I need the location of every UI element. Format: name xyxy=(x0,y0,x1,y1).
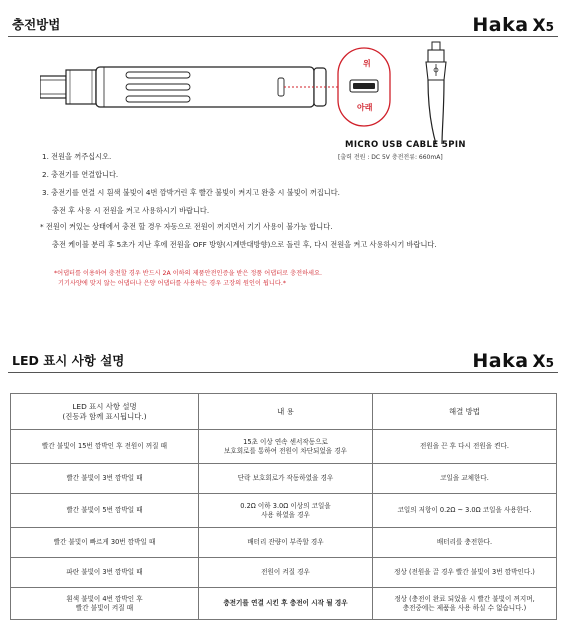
content-cell: 전원이 켜질 경우 xyxy=(199,558,373,588)
table-row xyxy=(11,528,557,558)
adapter-warning: *어댑터를 이용하여 충전할 경우 반드시 2A 이하의 제품안전인증을 받은 정품 어댑터로 충전하세요. xyxy=(54,270,322,277)
table-row xyxy=(11,588,557,620)
port-top-label: 위 xyxy=(363,59,371,68)
device-diagram xyxy=(40,40,560,145)
table-header-row xyxy=(11,394,557,430)
content-cell: 단락 보호회로가 작동하였을 경우 xyxy=(199,464,373,494)
led-status-cell: 빨간 불빛이 15번 깜박인 후 전원이 꺼질 때 xyxy=(11,430,199,464)
solution-cell: 전원을 끈 후 다시 전원을 켠다. xyxy=(373,430,557,464)
content-cell: 0.2Ω 이하 3.0Ω 이상의 코일을 사용 하였을 경우 xyxy=(199,494,373,528)
usb-cable-label: MICRO USB CABLE 5PIN xyxy=(345,140,466,150)
led-status-cell: 빨간 불빛이 3번 깜박일 때 xyxy=(11,464,199,494)
led-table xyxy=(10,393,557,620)
step-line: 2. 충전기를 연결합니다. xyxy=(42,170,119,179)
usb-cable-spec: [출력 전원 : DC 5V 충전전류: 660mA] xyxy=(338,154,443,161)
step-line: 충전 후 사용 시 전원을 켜고 사용하시기 바랍니다. xyxy=(52,206,210,215)
header-led-status: LED 표시 사항 설명 (진동과 함께 표시됩니다.) xyxy=(11,394,199,430)
led-status-cell: 빨간 불빛이 빠르게 30번 깜박일 때 xyxy=(11,528,199,558)
table-row xyxy=(11,494,557,528)
solution-cell: 코일을 교체한다. xyxy=(373,464,557,494)
led-title: LED 표시 사항 설명 xyxy=(12,353,125,368)
led-status-cell: 빨간 불빛이 5번 깜박일 때 xyxy=(11,494,199,528)
led-status-cell: 파란 불빛이 3번 깜박일 때 xyxy=(11,558,199,588)
led-status-cell: 흰색 불빛이 4번 깜박인 후 빨간 불빛이 켜질 때 xyxy=(11,588,199,620)
content-cell: 충전기를 연결 시킨 후 충전이 시작 될 경우 xyxy=(199,588,373,620)
solution-cell: 배터리를 충전한다. xyxy=(373,528,557,558)
content-cell: 배터리 잔량이 부족할 경우 xyxy=(199,528,373,558)
table-row xyxy=(11,464,557,494)
solution-cell: 정상 (전원을 끌 경우 빨간 불빛이 3번 깜박인다.) xyxy=(373,558,557,588)
step-note: * 전원이 켜있는 상태에서 충전 할 경우 자동으로 전원이 꺼지면서 기기 사용이 불가능 합니다. xyxy=(40,222,333,231)
brand-logo: Haka X5 xyxy=(472,14,554,36)
solution-cell: 코일의 저항이 0.2Ω ~ 3.0Ω 코일을 사용한다. xyxy=(373,494,557,528)
step-note: 충전 케이블 분리 후 5초가 지난 후에 전원을 OFF 방향(시계반대방향)으로 돌린 후, 다시 전원을 켜고 사용하시기 바랍니다. xyxy=(52,240,437,249)
usb-cable-plug xyxy=(426,42,446,144)
device-mouthpiece xyxy=(40,70,96,104)
solution-cell: 정상 (충전이 완료 되었을 시 빨간 불빛이 꺼지며, 충전중에는 제품을 사용 하실 수 없습니다.) xyxy=(373,588,557,620)
device-body xyxy=(96,67,326,107)
table-row xyxy=(11,558,557,588)
header-solution: 해결 방법 xyxy=(373,394,557,430)
brand-logo: Haka X5 xyxy=(472,350,554,372)
step-line: 1. 전원을 꺼주십시오. xyxy=(42,152,112,161)
content-cell: 15초 이상 연속 센서작동으로 보호회로를 통하여 전원이 차단되었을 경우 xyxy=(199,430,373,464)
header-content: 내 용 xyxy=(199,394,373,430)
step-line: 3. 충전기를 연결 시 흰색 불빛이 4번 깜박거린 후 빨간 불빛이 켜지고 완충 시 불빛이 꺼집니다. xyxy=(42,188,340,197)
table-row xyxy=(11,430,557,464)
charging-title: 충전방법 xyxy=(12,17,61,32)
port-bottom-label: 아래 xyxy=(357,103,373,112)
adapter-warning: 기기사양에 맞지 않는 어댑터나 은양 어댑터를 사용하는 경우 고장의 원인이 됩니다.* xyxy=(58,280,286,287)
charging-header xyxy=(8,6,558,37)
led-header xyxy=(8,346,558,373)
